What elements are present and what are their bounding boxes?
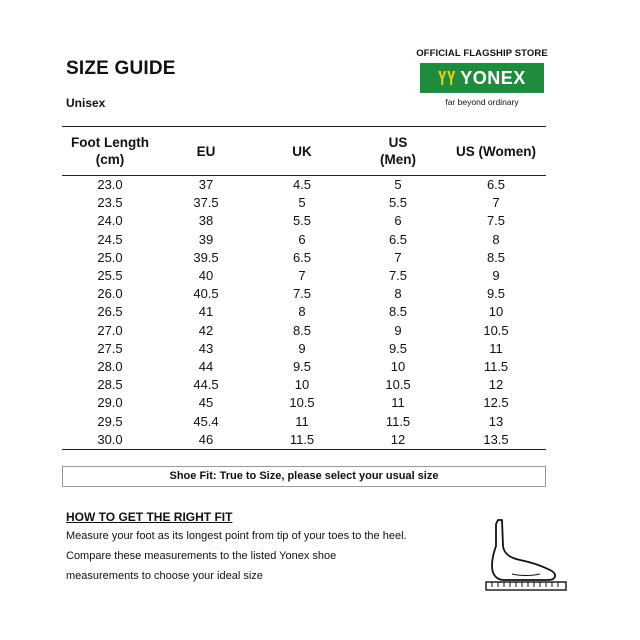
table-cell: 10.5 [483, 322, 509, 338]
howto-title: HOW TO GET THE RIGHT FIT [66, 510, 233, 524]
table-cell: 27.0 [97, 322, 123, 338]
table-cell: 5.5 [292, 213, 312, 229]
table-row [62, 231, 546, 249]
table-cell: 13 [488, 413, 504, 429]
table-cell: 7.5 [486, 213, 506, 229]
table-cell: 11.5 [385, 413, 411, 429]
table-cell: 25.0 [97, 249, 123, 265]
table-cell: 42 [198, 322, 214, 338]
table-row [62, 249, 546, 267]
table-cell: 10 [294, 377, 310, 393]
page-subtitle: Unisex [66, 96, 106, 110]
table-cell: 25.5 [97, 268, 123, 284]
table-cell: 12 [488, 377, 504, 393]
table-cell: 6.5 [486, 177, 506, 192]
size-table-body [62, 176, 546, 450]
table-row [62, 194, 546, 212]
table-cell: 7 [394, 249, 402, 265]
table-cell: 9 [394, 322, 402, 338]
table-cell: 38 [198, 213, 214, 229]
table-cell: 23.0 [97, 177, 123, 192]
table-cell: 5.5 [388, 195, 408, 211]
table-cell: 11 [391, 395, 405, 411]
howto-line: measurements to choose your ideal size [66, 570, 263, 582]
table-row [62, 212, 546, 230]
table-row [62, 285, 546, 303]
table-cell: 39 [198, 231, 214, 247]
table-cell: 6.5 [292, 249, 312, 265]
table-cell: 7.5 [292, 286, 312, 302]
brand-name: YONEX [460, 67, 526, 88]
header-us-women: US (Women) [446, 127, 546, 176]
table-cell: 46 [158, 431, 254, 450]
table-row [62, 358, 546, 376]
table-cell: 8 [298, 304, 306, 320]
table-cell: 37 [198, 177, 214, 192]
table-cell: 43 [198, 340, 214, 356]
table-cell: 28.5 [97, 377, 123, 393]
table-cell: 7.5 [388, 268, 408, 284]
header-foot-length: Foot Length (cm) [62, 127, 158, 176]
table-cell: 10.5 [289, 395, 315, 411]
fit-note: Shoe Fit: True to Size, please select your usual size [62, 466, 546, 487]
brand-logo-block [412, 48, 552, 107]
table-cell: 5 [394, 177, 402, 192]
table-cell: 45.4 [193, 413, 219, 429]
table-cell: 39.5 [193, 249, 219, 265]
table-cell: 44 [198, 359, 214, 375]
table-cell: 11.5 [483, 359, 509, 375]
table-cell: 9.5 [486, 286, 506, 302]
foot-measure-icon [484, 516, 568, 592]
table-cell: 12.5 [483, 395, 509, 411]
yonex-logo [420, 63, 544, 93]
table-cell: 6.5 [388, 231, 408, 247]
table-cell: 8 [492, 231, 500, 247]
table-cell: 7 [492, 195, 500, 211]
table-cell: 29.5 [97, 413, 123, 429]
table-cell: 11 [295, 413, 309, 429]
table-row [62, 431, 546, 450]
table-cell: 4.5 [292, 177, 312, 192]
table-cell: 8.5 [388, 304, 408, 320]
table-row [62, 394, 546, 412]
table-cell: 10 [390, 359, 406, 375]
page-title: SIZE GUIDE [66, 58, 176, 79]
table-cell: 11.5 [254, 431, 350, 450]
table-cell: 41 [198, 304, 214, 320]
table-cell: 10.5 [385, 377, 411, 393]
table-cell: 9.5 [388, 340, 408, 356]
brand-top-text: OFFICIAL FLAGSHIP STORE [416, 48, 548, 59]
table-row [62, 322, 546, 340]
table-cell: 23.5 [97, 195, 123, 211]
table-cell: 8.5 [486, 249, 506, 265]
table-cell: 5 [298, 195, 306, 211]
table-row [62, 340, 546, 358]
table-cell: 28.0 [97, 359, 123, 375]
howto-line: Measure your foot as its longest point from tip of your toes to the heel. [66, 530, 407, 542]
table-row [62, 376, 546, 394]
size-table-header [62, 127, 546, 176]
table-row [62, 267, 546, 285]
table-cell: 30.0 [62, 431, 158, 450]
table-cell: 29.0 [97, 395, 123, 411]
table-cell: 26.0 [97, 286, 123, 302]
table-cell: 45 [198, 395, 214, 411]
table-cell: 40.5 [193, 286, 219, 302]
table-cell: 11 [489, 340, 503, 356]
table-cell: 40 [198, 268, 214, 284]
table-cell: 37.5 [193, 195, 219, 211]
header-us-men: US (Men) [350, 127, 446, 176]
header-uk: UK [254, 127, 350, 176]
table-cell: 9 [298, 340, 306, 356]
table-row [62, 413, 546, 431]
howto-line: Compare these measurements to the listed Yonex shoe [66, 550, 337, 562]
table-cell: 10 [488, 304, 504, 320]
size-table [62, 126, 546, 450]
table-cell: 12 [350, 431, 446, 450]
table-row [62, 303, 546, 321]
table-cell: 8.5 [292, 322, 312, 338]
table-cell: 27.5 [97, 340, 123, 356]
table-cell: 7 [298, 268, 306, 284]
table-cell: 8 [394, 286, 402, 302]
brand-tagline: far beyond ordinary [445, 97, 519, 107]
table-row [62, 176, 546, 195]
table-cell: 6 [298, 231, 306, 247]
yonex-mark-icon [438, 71, 455, 85]
table-cell: 6 [394, 213, 402, 229]
table-cell: 24.5 [97, 231, 123, 247]
header-eu: EU [158, 127, 254, 176]
table-cell: 9.5 [292, 359, 312, 375]
table-cell: 24.0 [97, 213, 123, 229]
table-cell: 26.5 [97, 304, 123, 320]
table-cell: 13.5 [446, 431, 546, 450]
table-cell: 9 [492, 268, 500, 284]
table-cell: 44.5 [193, 377, 219, 393]
